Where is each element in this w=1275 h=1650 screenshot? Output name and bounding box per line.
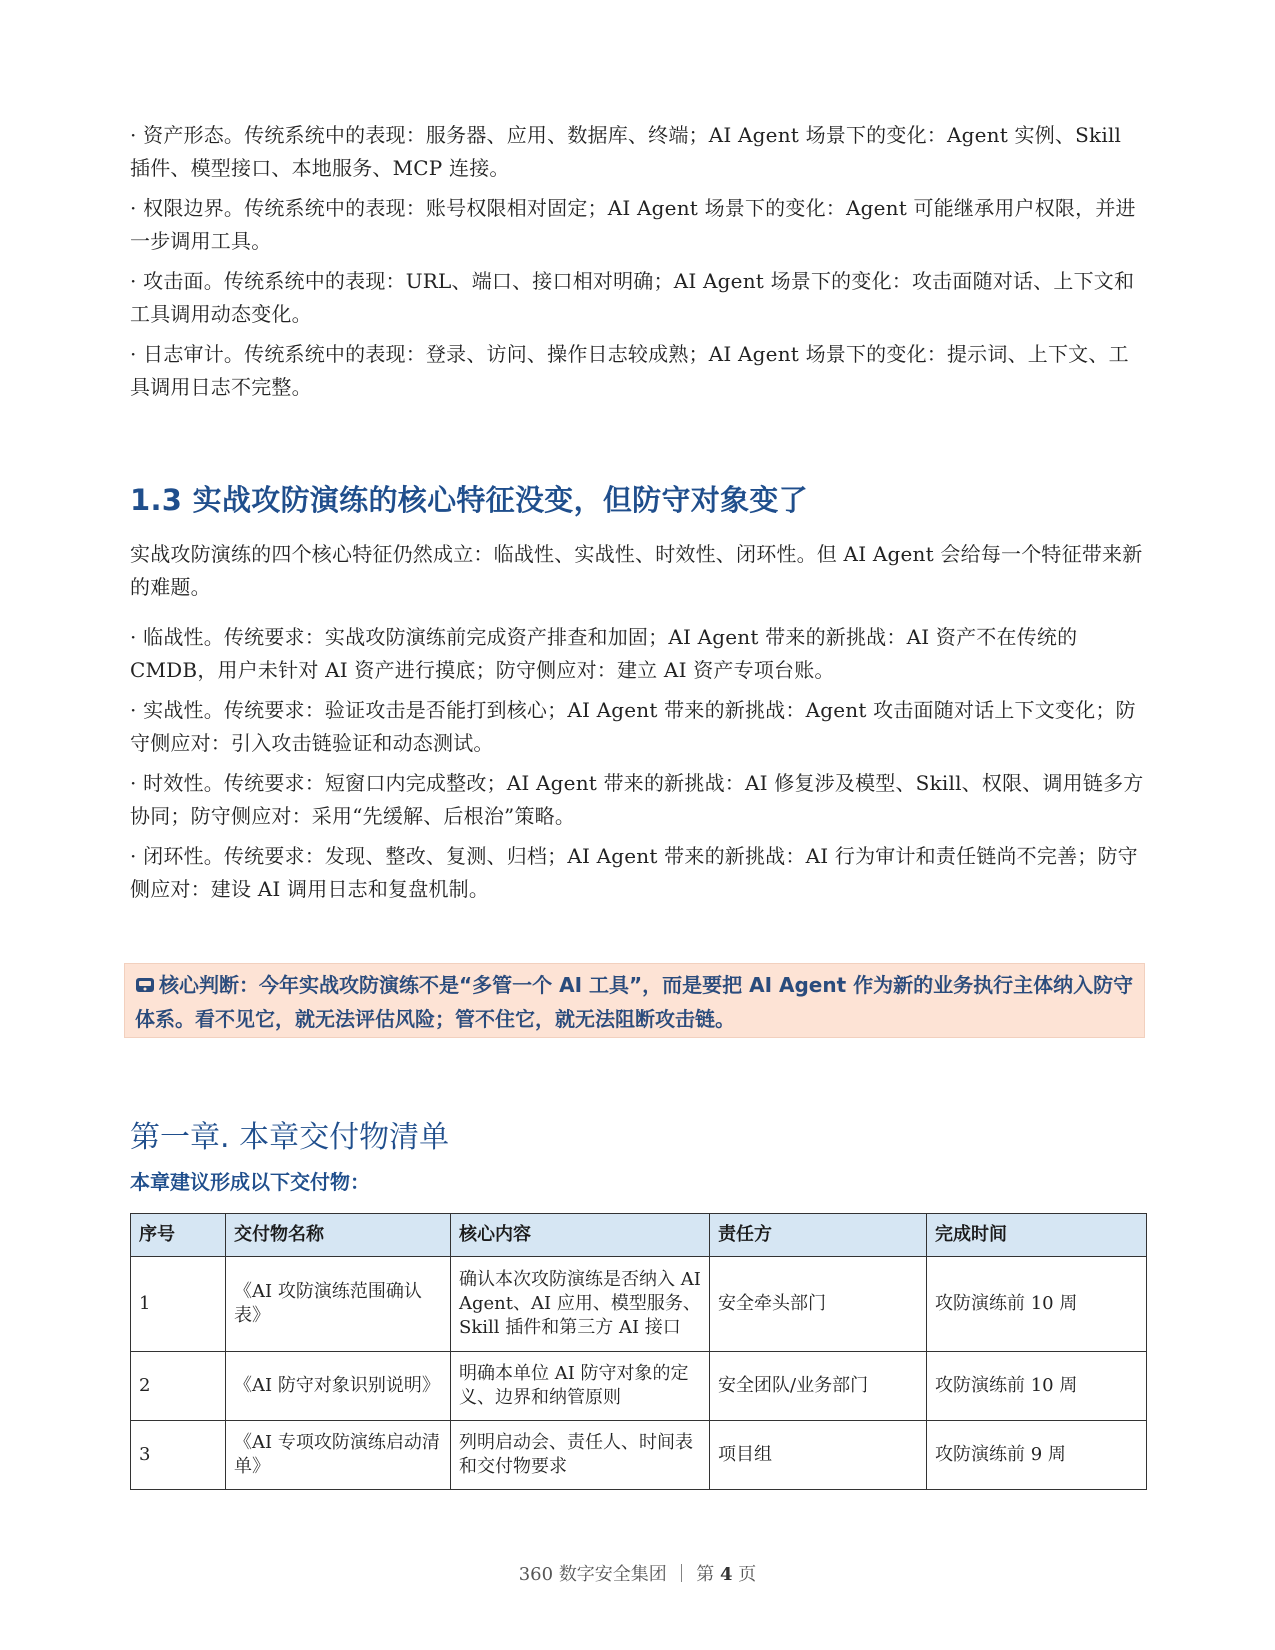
- table-cell: 《AI 攻防演练范围确认表》: [226, 1257, 451, 1352]
- table-cell: 攻防演练前 10 周: [927, 1257, 1147, 1352]
- table-cell: 2: [131, 1352, 226, 1421]
- column-header: 交付物名称: [226, 1214, 451, 1257]
- asset-comparison-list: [130, 119, 1145, 411]
- table-cell: 《AI 专项攻防演练启动清单》: [226, 1421, 451, 1490]
- table-cell: 《AI 防守对象识别说明》: [226, 1352, 451, 1421]
- table-cell: 攻防演练前 9 周: [927, 1421, 1147, 1490]
- table-cell: 明确本单位 AI 防守对象的定义、边界和纳管原则: [451, 1352, 710, 1421]
- column-header: 责任方: [710, 1214, 927, 1257]
- list-item: · 日志审计。传统系统中的表现：登录、访问、操作日志较成熟；AI Agent 场景下的变化：提示词、上下文、工具调用日志不完整。: [130, 342, 1129, 399]
- table-row: [131, 1421, 1147, 1490]
- table-cell: 确认本次攻防演练是否纳入 AI Agent、AI 应用、模型服务、Skill 插件和第三方 AI 接口: [451, 1257, 710, 1352]
- table-cell: 安全牵头部门: [710, 1257, 927, 1352]
- table-cell: 攻防演练前 10 周: [927, 1352, 1147, 1421]
- megaphone-icon: [135, 970, 155, 988]
- column-header: 完成时间: [927, 1214, 1147, 1257]
- column-header: 核心内容: [451, 1214, 710, 1257]
- list-item: · 攻击面。传统系统中的表现：URL、端口、接口相对明确；AI Agent 场景下的变化：攻击面随对话、上下文和工具调用动态变化。: [130, 269, 1135, 326]
- section-intro: 实战攻防演练的四个核心特征仍然成立：临战性、实战性、时效性、闭环性。但 AI Agent 会给每一个特征带来新的难题。: [130, 542, 1143, 599]
- chapter-subheading: 本章建议形成以下交付物：: [130, 1170, 370, 1194]
- page-number: 4: [720, 1564, 733, 1585]
- callout-text: 核心判断：今年实战攻防演练不是“多管一个 AI 工具”，而是要把 AI Agent 作为新的业务执行主体纳入防守体系。看不见它，就无法评估风险；管不住它，就无法阻断攻击链。: [135, 973, 1134, 1031]
- list-item: · 临战性。传统要求：实战攻防演练前完成资产排查和加固；AI Agent 带来的新挑战：AI 资产不在传统的 CMDB，用户未针对 AI 资产进行摸底；防守侧应对：建立 AI 资产专项台账。: [130, 625, 1078, 682]
- feature-list: [130, 621, 1145, 913]
- table-row: [131, 1257, 1147, 1352]
- footer-suffix: 页: [738, 1564, 757, 1585]
- list-item: · 资产形态。传统系统中的表现：服务器、应用、数据库、终端；AI Agent 场景下的变化：Agent 实例、Skill 插件、模型接口、本地服务、MCP 连接。: [130, 123, 1122, 180]
- table-row: [131, 1352, 1147, 1421]
- list-item: · 闭环性。传统要求：发现、整改、复测、归档；AI Agent 带来的新挑战：AI 行为审计和责任链尚不完善；防守侧应对：建设 AI 调用日志和复盘机制。: [130, 844, 1138, 901]
- footer-org: 360 数字安全集团 ｜ 第: [518, 1564, 715, 1585]
- key-judgment-callout: [124, 963, 1145, 1038]
- list-item: · 权限边界。传统系统中的表现：账号权限相对固定；AI Agent 场景下的变化：Agent 可能继承用户权限，并进一步调用工具。: [130, 196, 1136, 253]
- list-item: · 实战性。传统要求：验证攻击是否能打到核心；AI Agent 带来的新挑战：Agent 攻击面随对话上下文变化；防守侧应对：引入攻击链验证和动态测试。: [130, 698, 1136, 755]
- list-item: · 时效性。传统要求：短窗口内完成整改；AI Agent 带来的新挑战：AI 修复涉及模型、Skill、权限、调用链多方协同；防守侧应对：采用“先缓解、后根治”策略。: [130, 771, 1144, 828]
- table-cell: 列明启动会、责任人、时间表和交付物要求: [451, 1421, 710, 1490]
- chapter-heading: 第一章. 本章交付物清单: [130, 1120, 450, 1155]
- table-cell: 1: [131, 1257, 226, 1352]
- table-cell: 3: [131, 1421, 226, 1490]
- column-header: 序号: [131, 1214, 226, 1257]
- table-cell: 项目组: [710, 1421, 927, 1490]
- deliverables-table: [130, 1213, 1147, 1490]
- page-footer: [0, 1560, 1275, 1586]
- table-header-row: [131, 1214, 1147, 1257]
- table-cell: 安全团队/业务部门: [710, 1352, 927, 1421]
- section-heading: 1.3 实战攻防演练的核心特征没变，但防守对象变了: [130, 483, 808, 517]
